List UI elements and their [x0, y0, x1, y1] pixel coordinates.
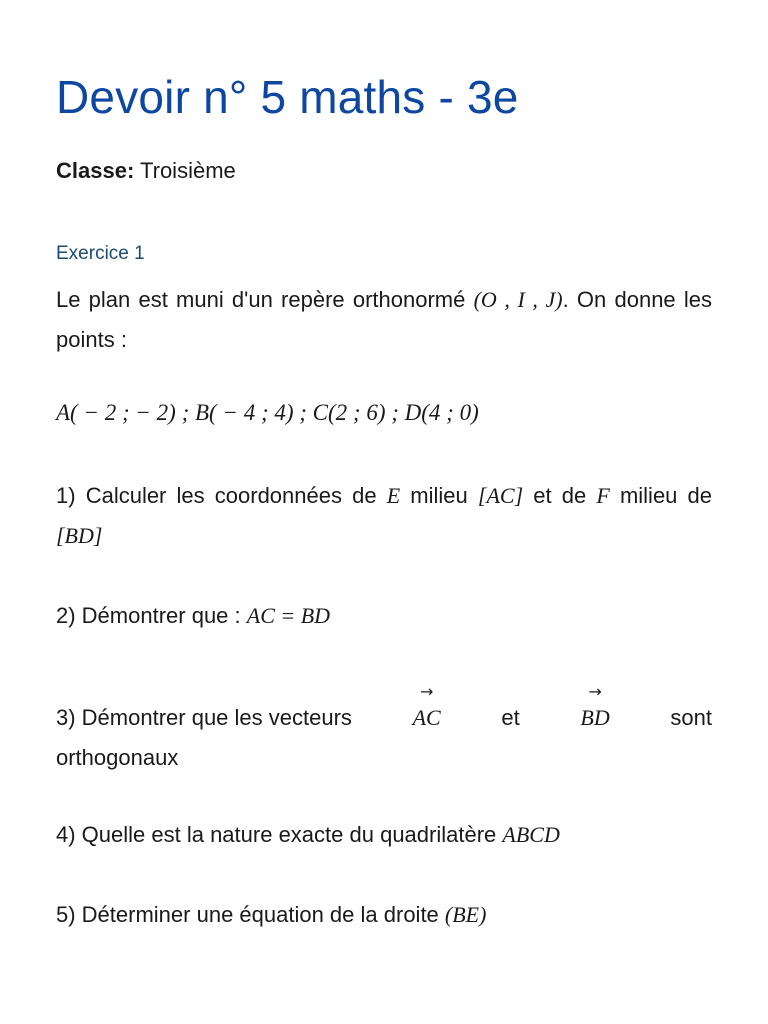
classe-value: Troisième	[140, 158, 236, 183]
vector-ac-label: AC	[412, 705, 441, 730]
question-1	[56, 476, 712, 556]
points-coordinates: A( − 2 ; − 2) ; B( − 4 ; 4) ; C(2 ; 6) ; D(4 ; 0)	[56, 400, 479, 425]
q1-point-e: E	[386, 483, 401, 508]
q1-text-milieu-de: milieu de	[609, 483, 713, 508]
vector-ac	[412, 682, 441, 738]
q4-text: 4) Quelle est la nature exacte du quadrilatère	[56, 822, 503, 847]
intro-text-end: . On donne les points :	[56, 287, 712, 352]
question-5	[56, 895, 712, 935]
question-3	[56, 682, 712, 778]
vector-bd	[580, 682, 610, 738]
q4-quadrilateral: ABCD	[502, 822, 560, 847]
q1-segment-bd: [BD]	[56, 523, 103, 548]
q2-equation: AC = BD	[246, 603, 331, 628]
page-title: Devoir n° 5 maths - 3e	[56, 71, 519, 123]
q3-text: 3) Démontrer que les vecteurs	[56, 705, 352, 730]
q1-text-milieu: milieu	[400, 483, 478, 508]
intro-text: Le plan est muni d'un repère orthonormé	[56, 287, 474, 312]
classe-line	[56, 158, 236, 184]
q1-text-et: et de	[523, 483, 597, 508]
vector-arrow-icon: →	[588, 682, 602, 701]
exercise-intro	[56, 280, 712, 360]
question-4	[56, 815, 712, 855]
intro-repere: (O , I , J)	[473, 287, 563, 312]
q1-point-f: F	[596, 483, 610, 508]
q5-text: 5) Déterminer une équation de la droite	[56, 902, 445, 927]
q1-text: 1) Calculer les coordonnées de	[56, 483, 387, 508]
vector-arrow-icon: →	[419, 682, 434, 701]
q3-second-line: orthogonaux	[56, 745, 179, 770]
q3-first-line	[56, 682, 712, 738]
q5-line-be: (BE)	[444, 902, 487, 927]
vector-bd-label: BD	[580, 705, 610, 730]
question-2	[56, 596, 712, 636]
q3-et: et	[501, 705, 520, 730]
q2-text: 2) Démontrer que :	[56, 603, 247, 628]
q3-sont: sont	[670, 705, 712, 730]
classe-label: Classe:	[56, 158, 135, 183]
q1-segment-ac: [AC]	[477, 483, 524, 508]
exercise-heading: Exercice 1	[56, 243, 145, 264]
